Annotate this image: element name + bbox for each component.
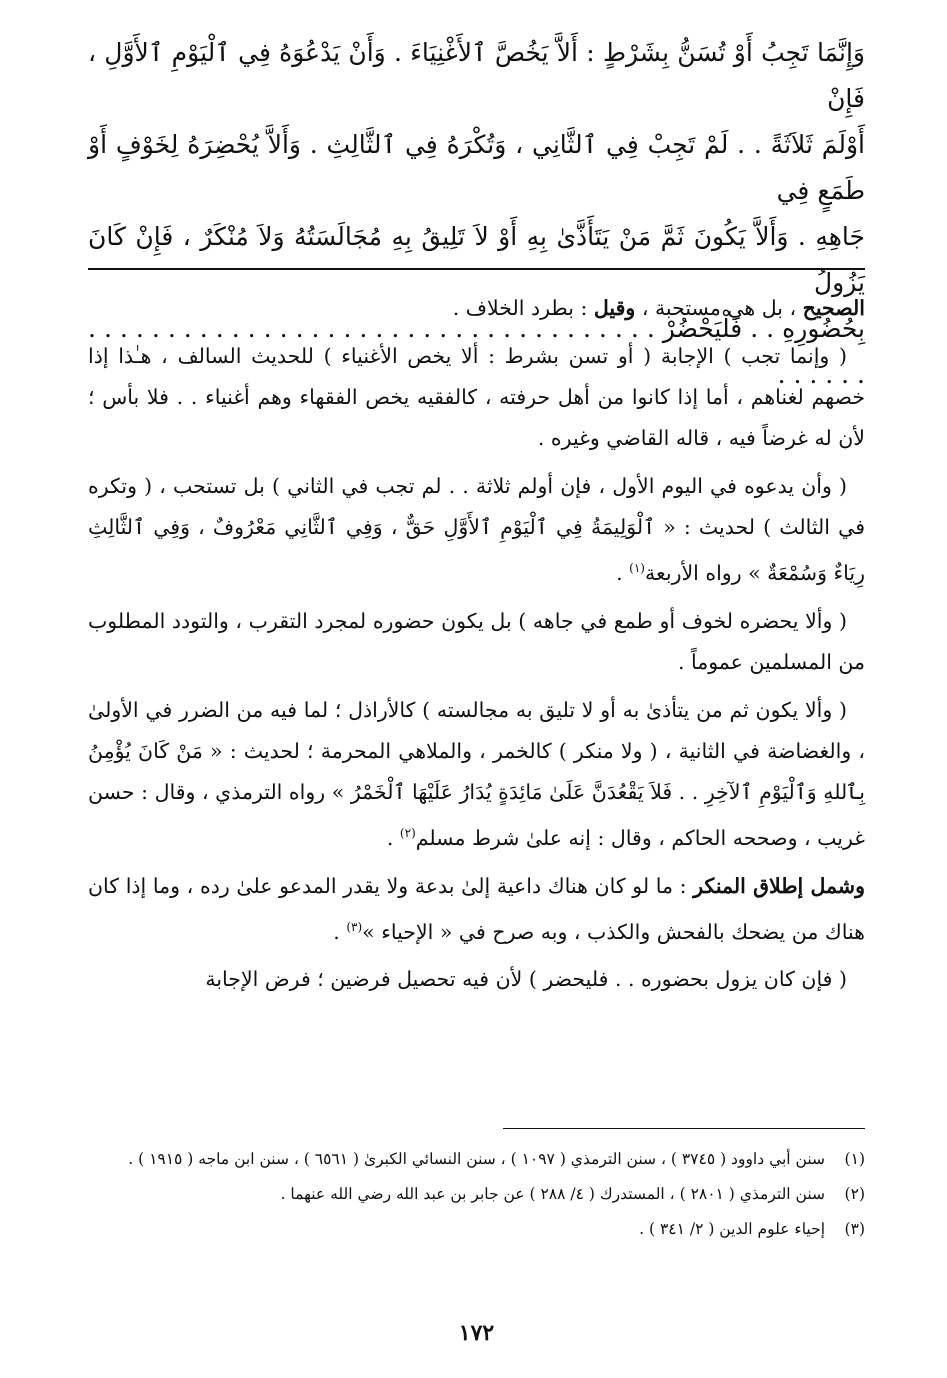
text-run: : بطرد الخلاف . [452, 296, 594, 320]
text-run: ( وأن يدعوه في اليوم الأول ، فإن أولم ثلاثة . . لم تجب في الثاني ) بل تستحب ، ( وتكره في الثالث ) لحديث : « ٱلْوَلِيمَةُ فِي ٱلْيَوْمِ ٱلأَوَّلِ حَقٌّ ، وَفِي ٱلثَّانِي مَعْرُوفٌ ، وَفِي ٱلثَّالِثِ رِيَاءٌ وَسُمْعَةٌ » رواه الأربعة [88, 474, 865, 585]
footnote [88, 1145, 865, 1174]
matn-line: وَإِنَّمَا تَجِبُ أَوْ تُسَنُّ بِشَرْطٍ : أَلاَّ يَخُصَّ ٱلأَغْنِيَاءَ . وَأَنْ يَدْعُوَهُ فِي ٱلْيَوْمِ ٱلأَوَّلِ ، فَإِنْ [88, 38, 865, 113]
commentary [88, 288, 865, 1007]
matn-line-end: بِحُضُورِهِ . . فَلْيَحْضُرْ . [646, 314, 866, 343]
matn-separator [88, 268, 865, 270]
term-qil: وقيل [593, 296, 636, 320]
footnotes [88, 1145, 865, 1250]
text-run: ( وألا يحضره لخوف أو طمع في جاهه ) بل يكون حضوره لمجرد التقرب ، والتودد المطلوب من المسلمين عموماً . [88, 608, 865, 674]
matn-line: جَاهِهِ . وَأَلاَّ يَكُونَ ثَمَّ مَنْ يَتَأَذَّىٰ بِهِ أَوْ لاَ تَلِيقُ بِهِ مُجَالَسَتُهُ وَلاَ مُنْكَرٌ ، فَإِنْ كَانَ يَزُولُ [88, 222, 865, 297]
page-number: ١٧٢ [458, 1320, 495, 1346]
footnote-number: (١) [844, 1150, 865, 1168]
text-run: هـٰذا إذا خصهم لغناهم ، أما إذا كانوا من أهل حرفته ، كالفقيه يخص الفقهاء وهم أغنياء . . فلا بأس ؛ لأن له غرضاً فيه ، قاله القاضي وغيره . [88, 344, 865, 450]
commentary-paragraph [88, 959, 865, 1000]
commentary-paragraph [88, 466, 865, 594]
text-run: . [616, 560, 630, 585]
term-munkar: وشمل إطلاق المنكر [693, 873, 865, 898]
footnote [88, 1215, 865, 1244]
text-run: . [386, 825, 400, 850]
footnote-ref[interactable]: (٢) [399, 825, 416, 840]
footnote-text: سنن أبي داوود ( ٣٧٤٥ ) ، سنن الترمذي ( ١٠٩٧ ) ، سنن النسائي الكبرىٰ ( ٦٥٦١ ) ، سنن ابن ماجه ( ١٩١٥ ) . [128, 1150, 825, 1168]
footnote-text: سنن الترمذي ( ٢٨٠١ ) ، المستدرك ( ٤/ ٢٨٨ ) عن جابر بن عبد الله رضي الله عنهما . [280, 1185, 825, 1203]
footnote-number: (٢) [844, 1185, 865, 1203]
footnote-separator [503, 1128, 865, 1129]
text-run: . [333, 919, 347, 944]
matn-line: أَوْلَمَ ثَلاَثَةً . . لَمْ تَجِبْ فِي ٱلثَّانِي ، وَتُكْرَهُ فِي ٱلثَّالِثِ . وَأَلاَّ يُحْضِرَهُ لِخَوْفٍ أَوْ طَمَعٍ فِي [88, 130, 865, 205]
footnote-ref[interactable]: (٣) [346, 919, 363, 934]
matn-dots: . . . . . . . . . . . . . . . . . . . . . . . . . . . . . . . . . . . . . . . . . [88, 314, 865, 389]
commentary-paragraph [88, 288, 865, 329]
commentary-paragraph [88, 866, 865, 953]
text-run: ( فإن كان يزول بحضوره . . فليحضر ) لأن فيه تحصيل فرضين ؛ فرض الإجابة [205, 967, 847, 992]
term-sahih: الصحيح [802, 296, 865, 320]
quoted-matn: ( وإنما تجب ) الإجابة ( أو تسن بشرط : ألا يخص الأغنياء ) للحديث السالف ، [161, 344, 847, 368]
footnote-number: (٣) [844, 1220, 865, 1238]
commentary-paragraph [88, 336, 865, 459]
footnote [88, 1180, 865, 1209]
footnote-text: إحياء علوم الدين ( ٢/ ٣٤١ ) . [639, 1220, 825, 1238]
book-page [88, 30, 865, 1378]
commentary-paragraph [88, 690, 865, 859]
text-run: ، بل هي مستحبة ، [635, 296, 803, 320]
text-run: ( وألا يكون ثم من يتأذىٰ به أو لا تليق به مجالسته ) كالأراذل ؛ لما فيه من الضرر في الأولىٰ ، والغضاضة في الثانية ، ( ولا منكر ) كالخمر ، والملاهي المحرمة ؛ لحديث : « مَنْ كَانَ يُؤْمِنُ بِٱللهِ وَٱلْيَوْمِ ٱلآخِرِ . . فَلاَ يَقْعُدَنَّ عَلَىٰ مَائِدَةٍ يُدَارُ عَلَيْهَا ٱلْخَمْرُ » رواه الترمذي ، وقال : حسن غريب ، وصححه الحاكم ، وقال : إنه علىٰ شرط مسلم [88, 697, 865, 850]
footnote-ref[interactable]: (١) [629, 561, 645, 575]
commentary-paragraph [88, 601, 865, 683]
text-run: : ما لو كان هناك داعية إلىٰ بدعة ولا يقدر المدعو علىٰ رده ، وما إذا كان هناك من يضحك بالفحش والكذب ، وبه صرح في « الإحياء » [88, 873, 865, 944]
